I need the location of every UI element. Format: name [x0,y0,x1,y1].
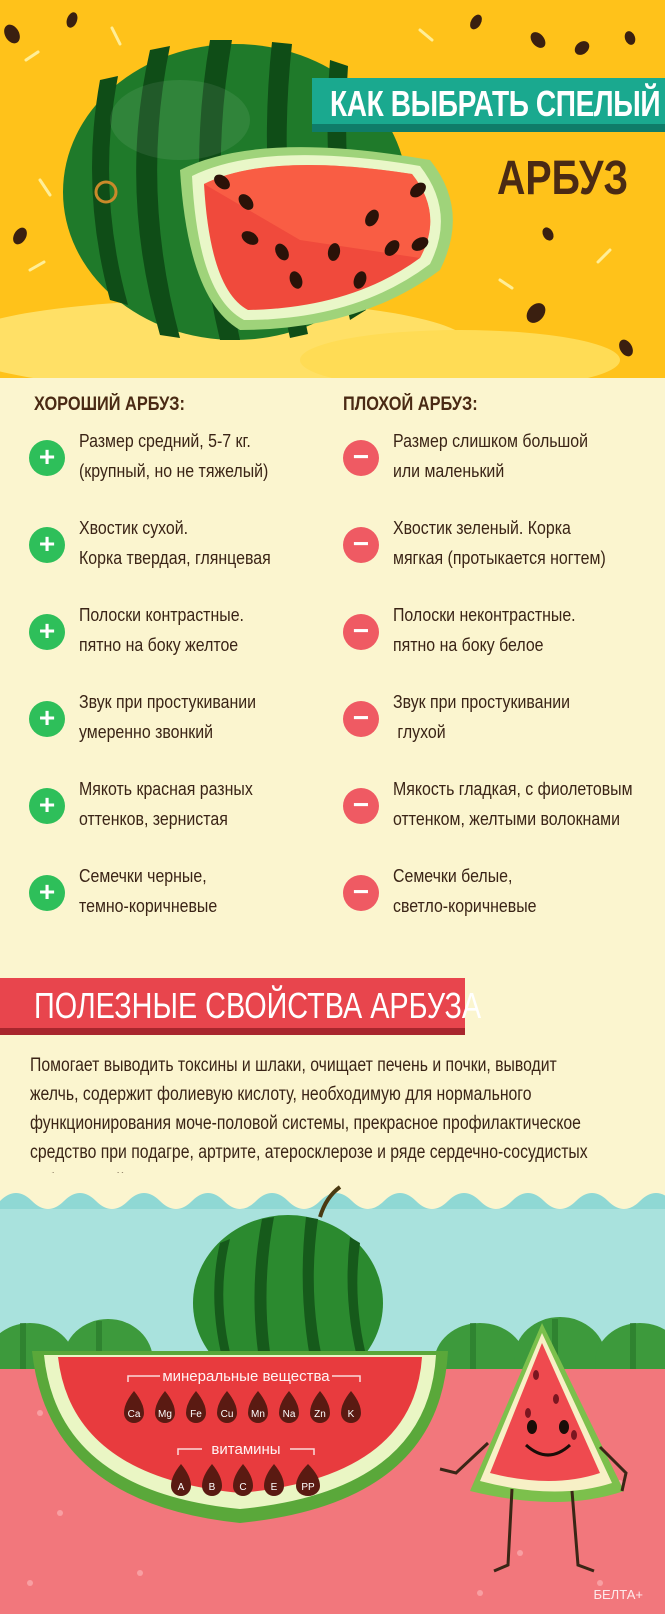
svg-text:Cu: Cu [220,1409,234,1420]
page-title-subject: АРБУЗ [497,152,629,205]
minus-icon: − [343,614,379,650]
page-title: КАК ВЫБРАТЬ СПЕЛЫЙ [330,83,661,124]
minus-icon: − [343,788,379,824]
bad-item-text: Семечки белые, светло-коричневые [393,865,537,916]
vitamins-label: витамины [211,1441,281,1458]
plus-icon: + [29,527,65,563]
minerals-label: минеральные вещества [162,1368,330,1385]
good-item-text: Хвостик сухой. Корка твердая, глянцевая [79,517,271,568]
good-item-text: Размер средний, 5-7 кг. (крупный, но не тяжелый) [79,430,269,481]
minus-icon: − [343,701,379,737]
plus-icon: + [29,875,65,911]
good-item-text: Звук при простукивании умеренно звонкий [79,691,257,742]
nutrients-illustration [0,1173,665,1614]
bad-column-heading: ПЛОХОЙ АРБУЗ: [343,394,478,415]
svg-text:E: E [270,1482,278,1493]
svg-text:B: B [208,1482,216,1493]
bad-item-text: Полоски неконтрастные. пятно на боку белое [393,604,576,655]
plus-icon: + [29,788,65,824]
minus-icon: − [343,440,379,476]
svg-text:Ca: Ca [127,1409,141,1420]
watermelon-scene [0,1173,665,1614]
bad-item-text: Хвостик зеленый. Корка мягкая (протыкается ногтем) [393,517,606,568]
svg-text:Zn: Zn [314,1409,326,1420]
svg-text:Mg: Mg [158,1409,172,1420]
svg-text:Fe: Fe [190,1409,202,1420]
svg-text:Na: Na [282,1409,296,1420]
minus-icon: − [343,527,379,563]
comparison-section [0,378,665,968]
bad-item-text: Звук при простукивании глухой [393,691,571,742]
bad-item-text: Мякость гладкая, с фиолетовым оттенком, желтыми волокнами [393,778,633,829]
plus-icon: + [29,701,65,737]
svg-text:C: C [239,1482,247,1493]
svg-text:Mn: Mn [251,1409,265,1420]
good-column-heading: ХОРОШИЙ АРБУЗ: [34,394,185,415]
properties-description: Помогает выводить токсины и шлаки, очищает печень и почки, выводит желчь, содержит фолиевую кислоту, необходимую для нормального функционирования моче-половой системы, прекрасное профилактическое средство при подагре, артрите, атеросклерозе и ряде сердечно-сосудистых [30,1055,588,1163]
bad-item-text: Размер слишком большой или маленький [393,430,589,481]
header-banner [0,0,665,378]
properties-title: ПОЛЕЗНЫЕ СВОЙСТВА АРБУЗА [34,985,482,1026]
good-item-text: Семечки черные, темно-коричневые [79,865,218,916]
plus-icon: + [29,614,65,650]
properties-section [0,968,665,1173]
credit-label: БЕЛТА+ [593,1587,643,1602]
plus-icon: + [29,440,65,476]
svg-text:A: A [177,1482,185,1493]
good-item-text: Мякоть красная разных оттенков, зернистая [79,778,253,829]
good-item-text: Полоски контрастные. пятно на боку желтое [79,604,244,655]
svg-text:K: K [347,1409,355,1420]
minus-icon: − [343,875,379,911]
svg-text:PP: PP [301,1482,315,1493]
